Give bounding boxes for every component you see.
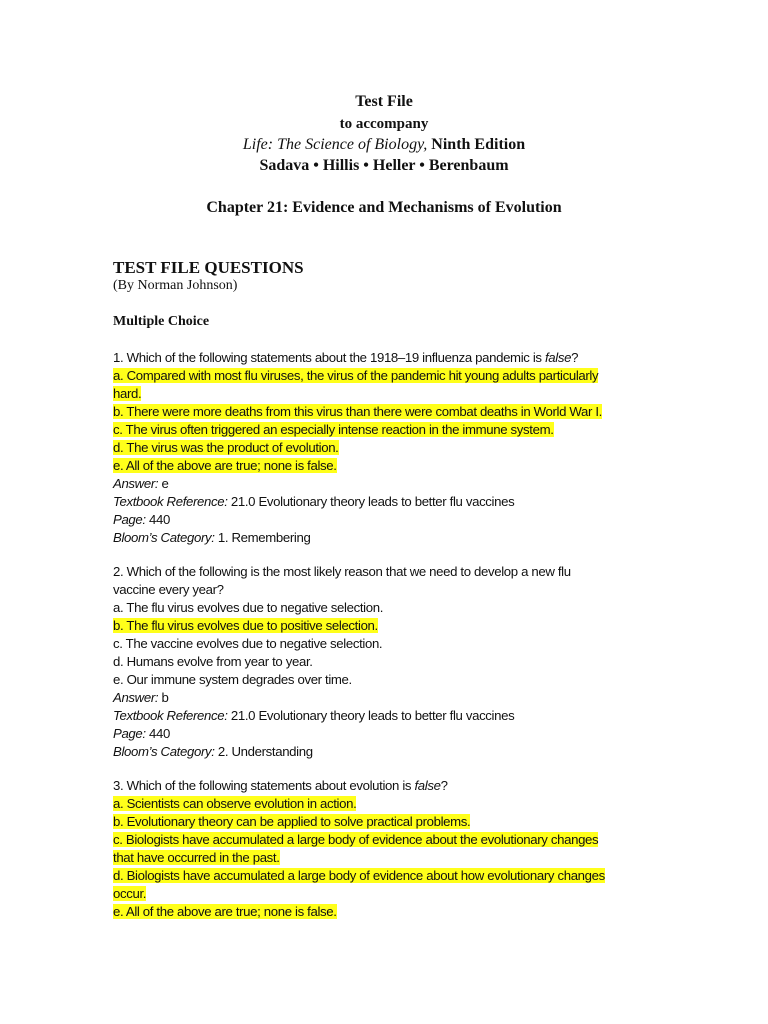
choice-line: a. Compared with most flu viruses, the virus of the pandemic hit young adults particularly (113, 368, 599, 383)
choice-line: c. Biologists have accumulated a large body of evidence about the evolutionary changes (113, 832, 599, 847)
choice-line: that have occurred in the past. (113, 850, 280, 865)
blooms-line: Bloom’s Category: 1. Remembering (113, 530, 311, 545)
choice-line: d. Biologists have accumulated a large body of evidence about how evolutionary changes (113, 868, 605, 883)
choice-line: e. Our immune system degrades over time. (113, 672, 352, 687)
book-title-italic: Life: The Science of Biology, (242, 136, 428, 153)
section-heading: TEST FILE QUESTIONS (113, 258, 304, 277)
choice-line: e. All of the above are true; none is false. (113, 458, 337, 473)
question-stem: vaccine every year? (113, 582, 224, 597)
choice-line: e. All of the above are true; none is false. (113, 904, 337, 919)
answer-line: Answer: e (113, 476, 169, 491)
page-line: Page: 440 (113, 726, 170, 741)
reference-line: Textbook Reference: 21.0 Evolutionary theory leads to better flu vaccines (113, 708, 515, 723)
answer-line: Answer: b (113, 690, 169, 705)
choice-line: occur. (113, 886, 147, 901)
doc-title: Test File (355, 93, 413, 110)
choice-line: a. Scientists can observe evolution in action. (113, 796, 357, 811)
book-edition: Ninth Edition (427, 136, 526, 153)
subheading: Multiple Choice (113, 314, 210, 329)
question-stem: 2. Which of the following is the most likely reason that we need to develop a new flu (113, 564, 571, 579)
question-2 (113, 563, 658, 761)
question-stem: 1. Which of the following statements about the 1918–19 influenza pandemic is false? (113, 350, 579, 365)
page-line: Page: 440 (113, 512, 170, 527)
question-3 (113, 777, 658, 921)
reference-line: Textbook Reference: 21.0 Evolutionary theory leads to better flu vaccines (113, 494, 515, 509)
choice-line: c. The vaccine evolves due to negative selection. (113, 636, 383, 651)
question-stem: 3. Which of the following statements about evolution is false? (113, 778, 448, 793)
doc-subtitle: to accompany (339, 116, 429, 132)
choice-line: d. Humans evolve from year to year. (113, 654, 313, 669)
choice-line: b. Evolutionary theory can be applied to solve practical problems. (113, 814, 471, 829)
choice-line: a. The flu virus evolves due to negative selection. (113, 600, 384, 615)
choice-line: hard. (113, 386, 142, 401)
authors: Sadava • Hillis • Heller • Berenbaum (259, 157, 509, 174)
choice-line: b. The flu virus evolves due to positive selection. (113, 618, 378, 633)
chapter-title: Chapter 21: Evidence and Mechanisms of Evolution (206, 199, 562, 216)
byline: (By Norman Johnson) (113, 278, 238, 293)
book-title (0, 136, 768, 154)
choice-line: d. The virus was the product of evolution. (113, 440, 339, 455)
question-1 (113, 349, 658, 547)
choice-line: c. The virus often triggered an especially intense reaction in the immune system. (113, 422, 554, 437)
blooms-line: Bloom’s Category: 2. Understanding (113, 744, 313, 759)
choice-line: b. There were more deaths from this virus than there were combat deaths in World War I. (113, 404, 602, 419)
